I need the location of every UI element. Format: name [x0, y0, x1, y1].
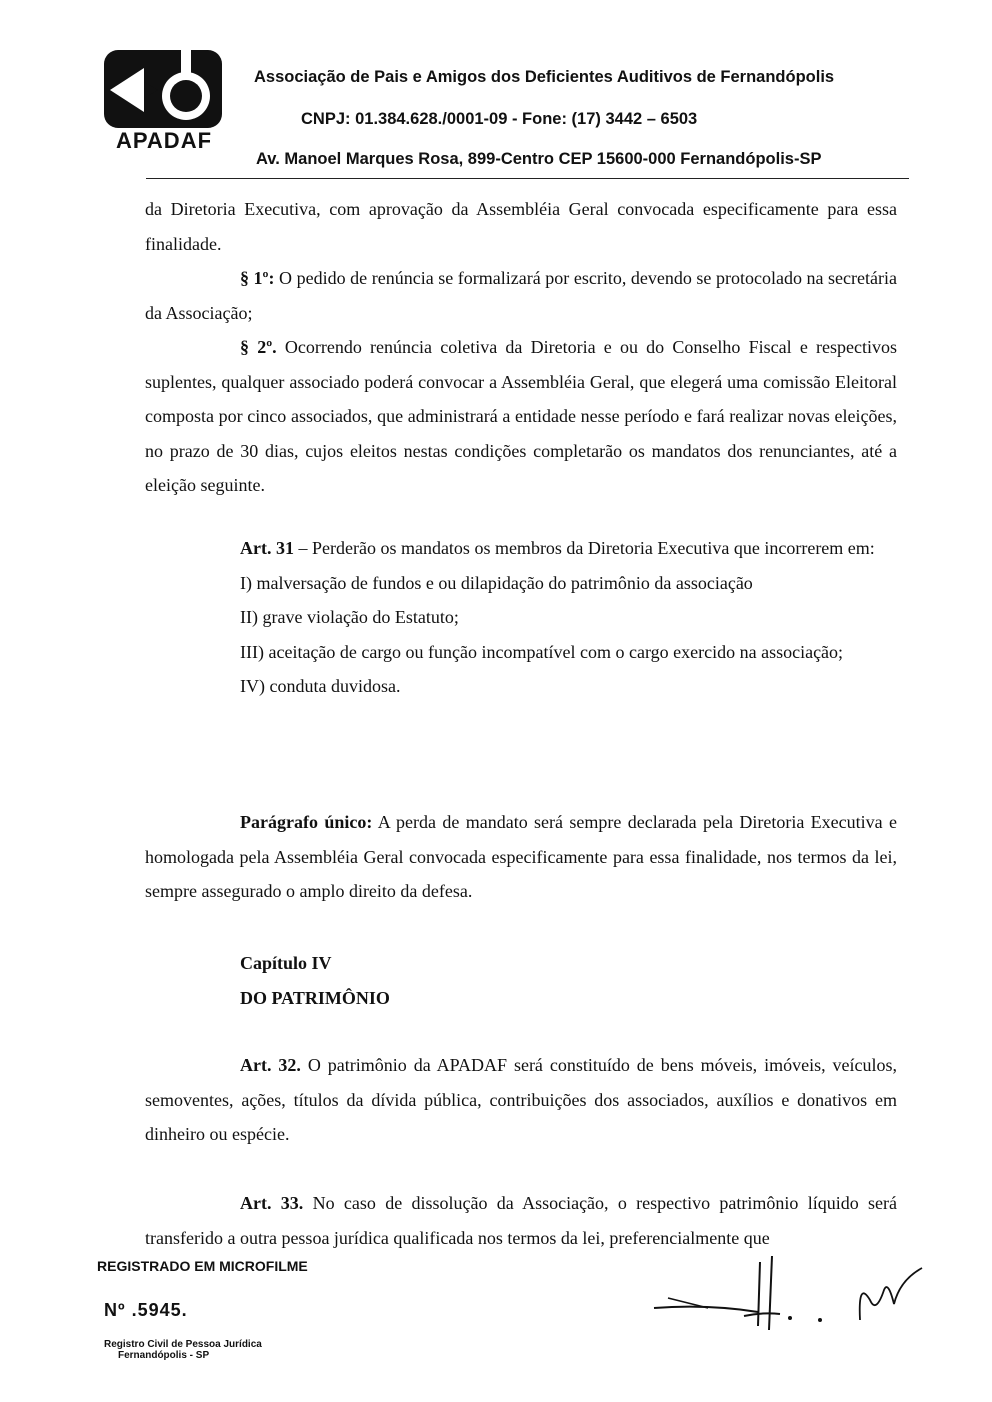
s1-text: O pedido de renúncia se formalizará por escrito, devendo se protocolado na secretária da Associação;: [145, 268, 897, 323]
art31-text: – Perderão os mandatos os membros da Diretoria Executiva que incorrerem em:: [293, 538, 875, 558]
header-divider: [146, 178, 909, 179]
pu-text: A perda de mandato será sempre declarada pela Diretoria Executiva e homologada pela Assembléia Geral convocada especificamente para essa finalidade, nos termos da lei, sempre assegurado o amplo direito da defesa.: [145, 812, 897, 901]
s2-label: § 2º.: [240, 337, 277, 357]
block-art32: [145, 1048, 897, 1152]
block-paragrafo-unico: [145, 805, 897, 909]
s2-text: Ocorrendo renúncia coletiva da Diretoria e ou do Conselho Fiscal e respectivos suplentes, qualquer associado poderá convocar a Assembléia Geral, que elegerá uma comissão Eleitoral composta por cinco associados, que administrará a entidade nesse período e fará realizar novas eleições, no prazo de 30 dias, cujos eleitos nestas condições completarão os mandatos dos renunciantes, até a eleição seguinte.: [145, 337, 897, 495]
art31-label: Art. 31: [240, 538, 294, 558]
list-item: I) malversação de fundos e ou dilapidação do patrimônio da associação: [240, 572, 753, 593]
apadaf-logo: [104, 46, 224, 152]
handwritten-signature-icon: [648, 1250, 928, 1340]
registry-line-2: Fernandópolis - SP: [118, 1350, 210, 1361]
paragraph-s2: [145, 330, 897, 503]
list-item: III) aceitação de cargo ou função incompatível com o cargo exercido na associação;: [240, 641, 844, 662]
list-item: IV) conduta duvidosa.: [240, 676, 401, 696]
article-32: [145, 1048, 897, 1152]
registry-line-1: Registro Civil de Pessoa Jurídica: [104, 1339, 262, 1350]
article-31: [145, 531, 897, 566]
chapter-number: Capítulo IV: [240, 953, 332, 973]
address: Av. Manoel Marques Rosa, 899-Centro CEP 15600-000 Fernandópolis-SP: [256, 150, 822, 168]
block-art31: [145, 531, 897, 704]
paragrafo-unico: [145, 805, 897, 909]
paragraph-s1: [145, 261, 897, 330]
art32-label: Art. 32.: [240, 1055, 301, 1075]
logo-text: APADAF: [115, 128, 213, 153]
art32-text: O patrimônio da APADAF será constituído de bens móveis, imóveis, veículos, semoventes, ações, títulos da dívida pública, contribuições dos associados, auxílios e donativos em dinheiro ou espécie.: [145, 1055, 897, 1144]
block-top: [145, 192, 897, 503]
article-33: [145, 1186, 897, 1255]
registry-office: [104, 1339, 262, 1361]
s1-label: § 1º:: [240, 268, 275, 288]
art33-text: No caso de dissolução da Associação, o respectivo patrimônio líquido será transferido a outra pessoa jurídica qualificada nos termos da lei, preferencialmente que: [145, 1193, 897, 1248]
list-item: II) grave violação do Estatuto;: [240, 607, 459, 627]
registration-number: Nº .5945.: [104, 1300, 188, 1320]
paragraph-continuation: da Diretoria Executiva, com aprovação da Assembléia Geral convocada especificamente para essa finalidade.: [145, 199, 897, 254]
chapter-heading: [145, 946, 897, 1015]
organization-name: Associação de Pais e Amigos dos Deficientes Auditivos de Fernandópolis: [254, 68, 835, 86]
art33-label: Art. 33.: [240, 1193, 304, 1213]
cnpj-phone: CNPJ: 01.384.628./0001-09 - Fone: (17) 3442 – 6503: [301, 110, 698, 128]
microfilm-stamp: REGISTRADO EM MICROFILME: [97, 1258, 308, 1274]
letterhead: [104, 46, 909, 182]
pu-label: Parágrafo único:: [240, 812, 373, 832]
ear-logo-icon: [104, 46, 224, 130]
block-art33: [145, 1186, 897, 1255]
chapter-title: DO PATRIMÔNIO: [240, 987, 390, 1008]
